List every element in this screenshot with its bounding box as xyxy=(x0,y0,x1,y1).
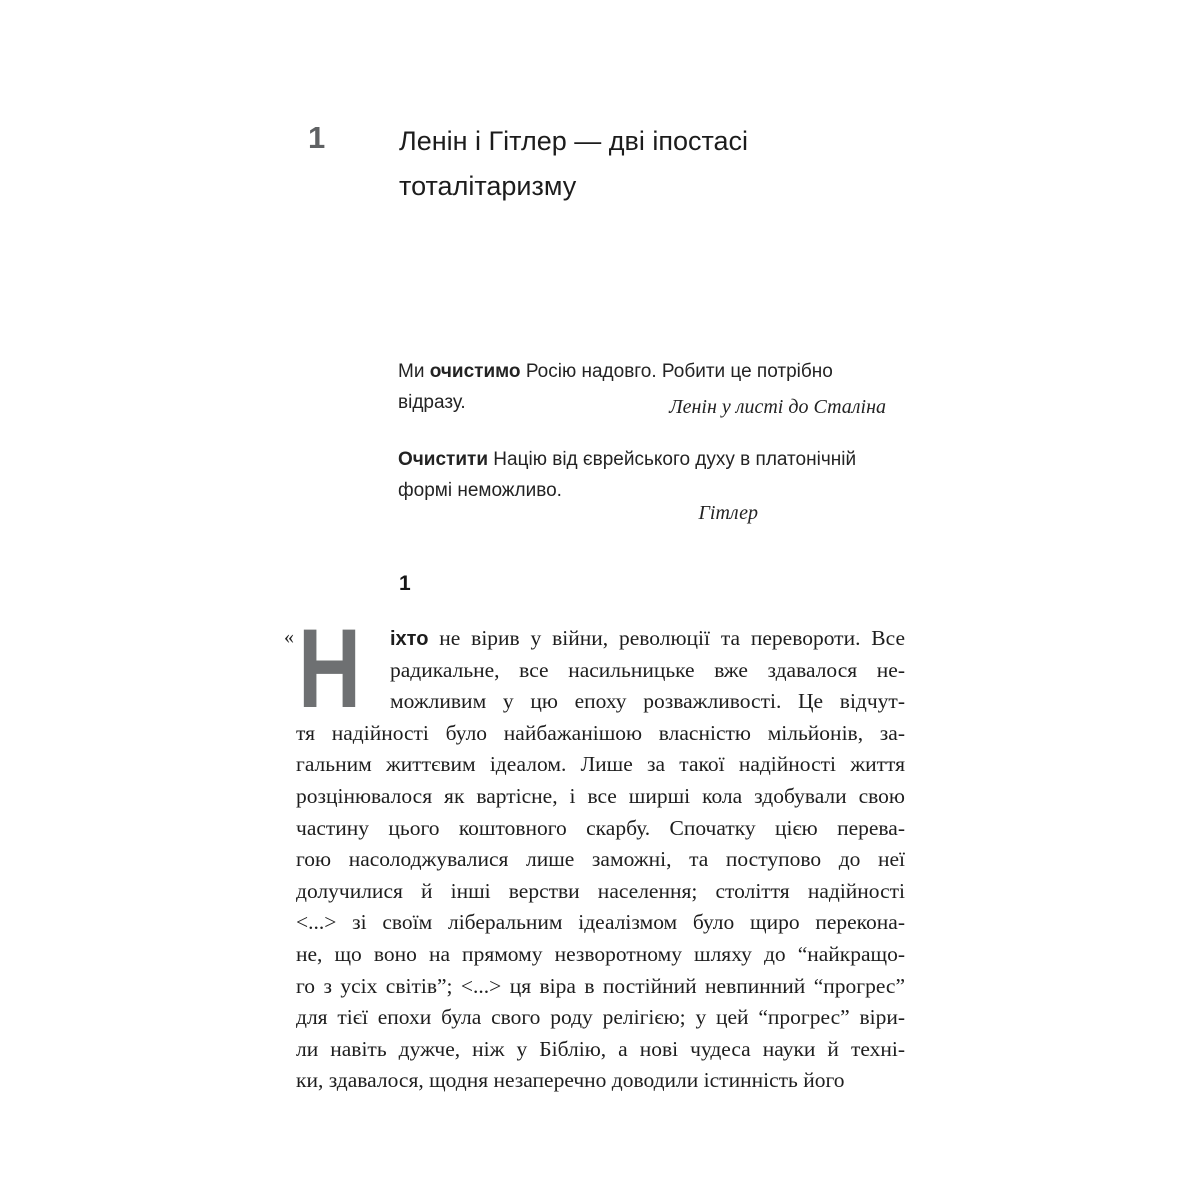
chapter-title-line2: тоталітаризму xyxy=(399,171,577,201)
first-word-bold: іхто xyxy=(390,628,429,650)
body-line: гальним життєвим ідеалом. Лише за такої надійності життя xyxy=(296,752,905,777)
body-line: радикальне, все насильницьке вже здавалося не- xyxy=(390,657,905,682)
chapter-title xyxy=(399,119,839,209)
body-line: го з усіх світів”; <...> ця віра в постійний невпинний “прогрес” xyxy=(296,973,905,998)
epigraph-lenin-prefix: Ми xyxy=(398,361,430,382)
epigraph-hitler-rest: Націю від єврейського духу в платонічній формі неможливо. xyxy=(398,449,857,501)
body-lines xyxy=(296,623,905,1097)
epigraph-lenin-bold-word: очистимо xyxy=(429,361,521,382)
body-line: гою насолоджувалися лише заможні, та поступово до неї xyxy=(296,847,905,872)
body-line: ли навіть дужче, ніж у Біблію, а нові чудеса науки й техні- xyxy=(296,1036,905,1061)
section-number: 1 xyxy=(399,572,411,595)
body-line: іхто не вірив у війни, революції та перевороти. Все xyxy=(390,626,905,650)
epigraph-hitler-attribution: Гітлер xyxy=(698,502,758,524)
body-line: для тієї епохи була свого роду релігією; у цей “прогрес” віри- xyxy=(296,1005,905,1030)
body-paragraph xyxy=(284,606,905,1097)
epigraph-lenin-attribution: Ленін у листі до Сталіна xyxy=(669,396,886,418)
body-line: можливим у цю епоху розважливості. Це відчут- xyxy=(390,689,905,714)
epigraph-hitler-bold-word: Очистити xyxy=(398,449,489,470)
opening-guillemet: « xyxy=(284,626,294,648)
body-line: розцінювалося як вартісне, і все ширші кола здобували свою xyxy=(296,783,905,808)
body-line: частину цього коштовного скарбу. Спочатку цією перева- xyxy=(296,815,905,840)
body-line: тя надійності було найбажанішою власністю мільйонів, за- xyxy=(296,720,905,745)
epigraph-hitler xyxy=(398,444,890,506)
body-line: не, що воно на прямому незворотному шляху до “найкращо- xyxy=(296,941,905,966)
body-line: <...> зі своїм ліберальним ідеалізмом було щиро перекона- xyxy=(296,910,905,935)
chapter-number: 1 xyxy=(308,120,326,155)
drop-cap: Н xyxy=(298,606,362,731)
chapter-title-line1: Ленін і Гітлер — дві іпостасі xyxy=(399,126,749,156)
epigraph-lenin-rest: Росію надовго. Робити це потрібно відразу. xyxy=(398,361,833,413)
body-line: долучилися й інші верстви населення; століття надійності xyxy=(296,878,905,903)
body-line: ки, здавалося, щодня незаперечно доводили істинність його xyxy=(296,1068,845,1093)
